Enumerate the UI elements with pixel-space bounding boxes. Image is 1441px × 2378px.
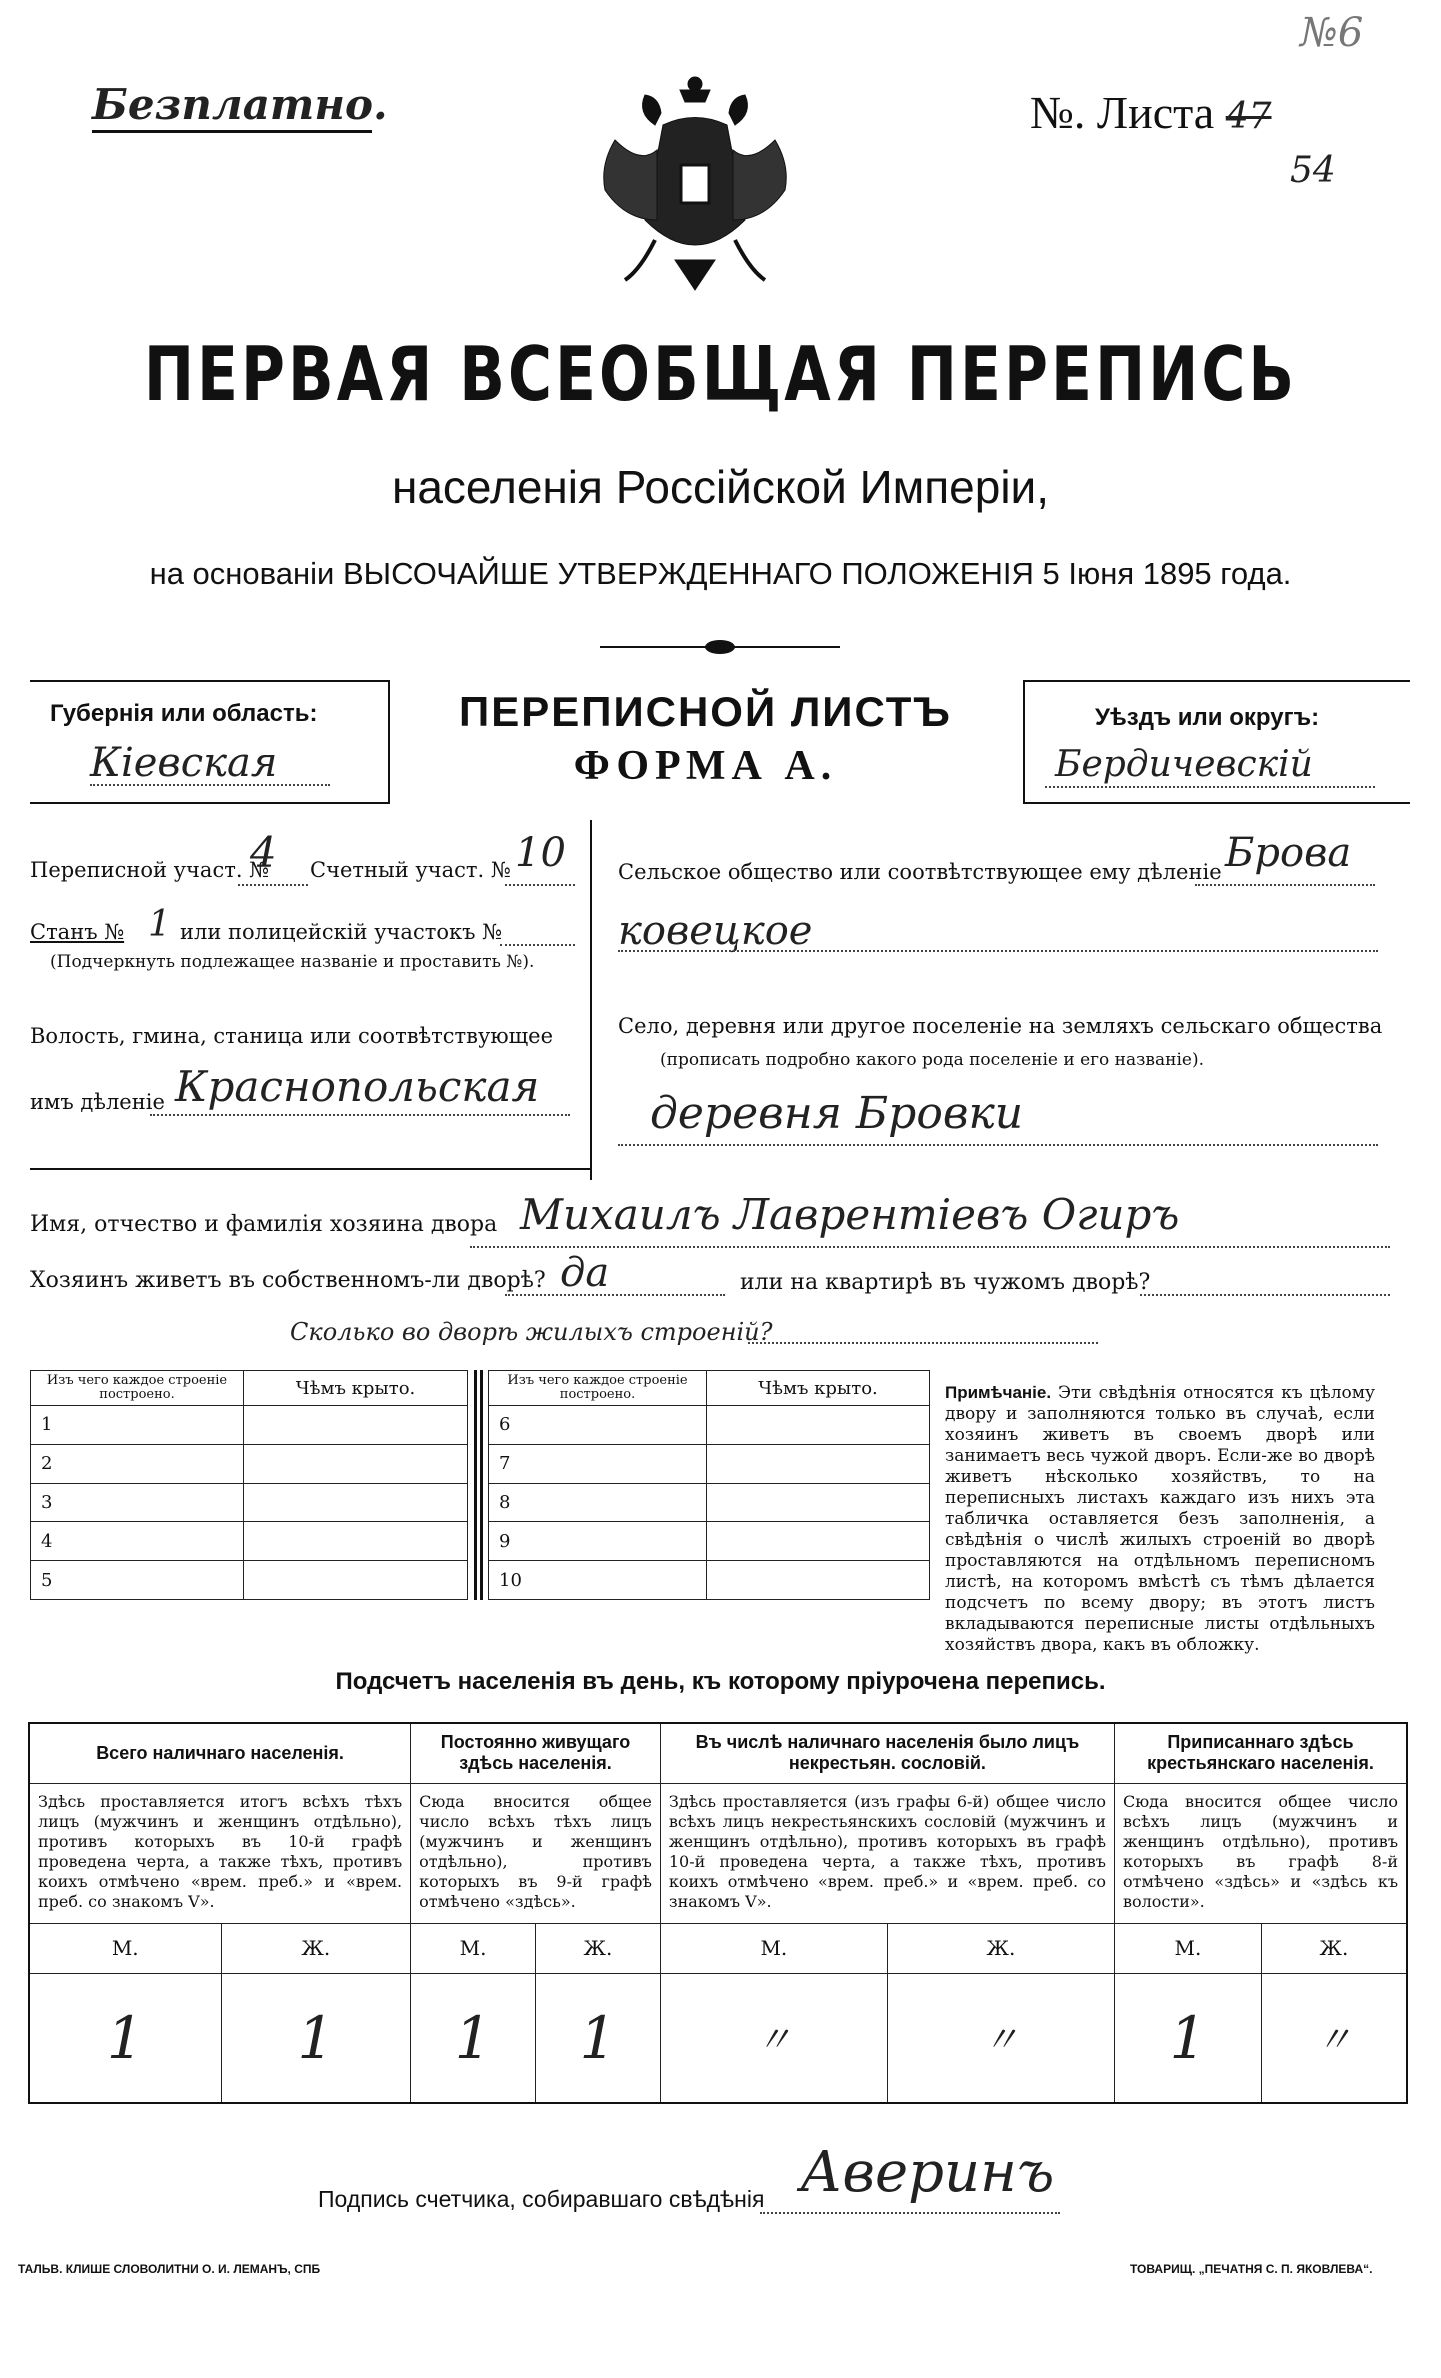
footer-printer-left: ТАЛЬВ. КЛИШЕ СЛОВОЛИТНИ О. И. ЛЕМАНЪ, СПБ <box>18 2262 321 2276</box>
count-value: 1 <box>411 1973 536 2103</box>
count-value: 1 <box>1114 1973 1261 2103</box>
roof-header: Чѣмъ крыто. <box>707 1371 930 1406</box>
building-row-label: 1 <box>31 1406 244 1445</box>
buildings-question: Сколько во дворѣ жилыхъ строеній? <box>290 1318 773 1346</box>
building-row-label: 8 <box>489 1483 707 1522</box>
building-row-label: 7 <box>489 1444 707 1483</box>
note-block <box>945 1382 1375 1656</box>
guberniya-label: Губернія или область: <box>50 700 318 727</box>
village-note: (прописать подробно какого рода поселеніе и его названіе). <box>660 1050 1204 1070</box>
count-col-desc: Здѣсь проставляется (изъ графы 6-й) общее число всѣхъ лицъ некрестьянскихъ сословій (мужчинъ и женщинъ отдѣльно), противъ которыхъ въ графѣ 10-й проведена черта, а также тѣхъ, противъ коихъ отмѣчено «врем. преб.» и «врем. преб. со знакомъ V». <box>660 1783 1114 1923</box>
vertical-divider <box>590 820 592 1180</box>
stan-label: Станъ № <box>30 920 125 944</box>
village-label: Село, деревня или другое поселеніе на земляхъ сельскаго общества <box>618 1014 1383 1038</box>
owner-name-value: Михаилъ Лаврентіевъ Огиръ <box>520 1190 1180 1239</box>
count-title: Подсчетъ населенія въ день, къ которому пріурочена перепись. <box>335 1668 1106 1695</box>
double-headed-eagle-emblem <box>595 70 795 310</box>
count-col-desc: Сюда вносится общее число всѣхъ тѣхъ лицъ (мужчинъ и женщинъ отдѣльно), противъ которыхъ въ 9-й графѣ отмѣчено «здѣсь». <box>411 1783 661 1923</box>
count-value: 1 <box>535 1973 660 2103</box>
note-head: Примѣчаніе. <box>945 1383 1052 1402</box>
page-basis: на основаніи ВЫСОЧАЙШЕ УТВЕРЖДЕННАГО ПОЛОЖЕНІЯ 5 Іюня 1895 года. <box>149 556 1292 591</box>
male-label: М. <box>29 1923 221 1973</box>
sheet-title-box <box>388 680 1023 800</box>
underline-note: (Подчеркнуть подлежащее названіе и проставить №). <box>50 952 535 972</box>
male-label: М. <box>1114 1923 1261 1973</box>
female-label: Ж. <box>1261 1923 1407 1973</box>
footer-printer-right: ТОВАРИЩ. „ПЕЧАТНЯ С. П. ЯКОВЛЕВА“. <box>1130 2262 1373 2276</box>
material-header: Изъ чего каждое строеніе построено. <box>489 1371 707 1406</box>
count-col-head: Всего наличнаго населенія. <box>29 1723 411 1783</box>
ornament-divider <box>600 640 840 654</box>
free-label: Безплатно. <box>92 80 388 129</box>
free-underline <box>92 130 372 133</box>
own-yard-value: да <box>560 1250 610 1296</box>
society-value: Брова <box>1225 830 1352 876</box>
count-value: 1 <box>221 1973 411 2103</box>
corner-mark: №6 <box>1300 10 1364 56</box>
rent-label: или на квартирѣ въ чужомъ дворѣ? <box>740 1270 1151 1295</box>
roof-header: Чѣмъ крыто. <box>244 1371 468 1406</box>
building-row-label: 5 <box>31 1561 244 1600</box>
uchastok-value: 4 <box>250 828 277 877</box>
buildings-table-left <box>30 1370 468 1600</box>
volost-label: Волость, гмина, станица или соотвѣтствующее <box>30 1024 554 1048</box>
count-col-desc: Сюда вносится общее число всѣхъ лицъ (мужчинъ и женщинъ отдѣльно), противъ которыхъ въ графѣ 8-й отмѣчено «здѣсь» и «здѣсь къ волости». <box>1114 1783 1407 1923</box>
count-value: 〃 <box>887 1973 1114 2103</box>
building-row-label: 10 <box>489 1561 707 1600</box>
schetny-value: 10 <box>515 830 566 876</box>
uchastok-label: Переписной участ. № <box>30 858 270 882</box>
uezd-box <box>1023 680 1410 804</box>
sheet-label: №. Листа <box>1030 87 1215 138</box>
village-value: деревня Бровки <box>650 1088 1024 1139</box>
sheet-number <box>1030 86 1272 139</box>
page-title: ПЕРВАЯ ВСЕОБЩАЯ ПЕРЕПИСЬ <box>143 331 1298 419</box>
count-table <box>28 1722 1408 2104</box>
guberniya-box <box>30 680 390 804</box>
society-value-2: ковецкое <box>618 908 813 954</box>
owner-name-label: Имя, отчество и фамилія хозяина двора <box>30 1212 498 1237</box>
male-label: М. <box>411 1923 536 1973</box>
building-row-label: 9 <box>489 1522 707 1561</box>
female-label: Ж. <box>887 1923 1114 1973</box>
signature-value: Аверинъ <box>800 2140 1055 2205</box>
own-yard-label: Хозяинъ живетъ въ собственномъ-ли дворѣ? <box>30 1268 546 1293</box>
stan-value: 1 <box>148 904 171 945</box>
male-label: М. <box>660 1923 887 1973</box>
schetny-label: Счетный участ. № <box>310 858 511 882</box>
volost-label-2: имъ дѣленіе <box>30 1090 165 1114</box>
page-subtitle: населенія Россійской Имперіи, <box>391 461 1050 513</box>
building-row-label: 3 <box>31 1483 244 1522</box>
police-label: или полицейскій участокъ № <box>180 920 503 944</box>
count-col-head: Приписаннаго здѣсь крестьянскаго населенія. <box>1114 1723 1407 1783</box>
building-row-label: 6 <box>489 1406 707 1445</box>
note-text: Эти свѣдѣнія относятся къ цѣлому двору и заполняются только въ случаѣ, если хозяинъ живетъ въ своемъ дворѣ или занимаетъ весь чужой дворъ. Если-же во дворѣ живетъ нѣсколько хозяйствъ, то на переписныхъ листахъ каждаго изъ нихъ эта табличка оставляется безъ заполненія, а свѣдѣнія о числѣ жилыхъ строеній во дворѣ проставляются на отдѣльномъ переписномъ листѣ, на которомъ вмѣстѣ съ тѣмъ дѣлается подсчетъ по всему двору; въ этотъ листъ вкладываются переписные листы отдѣльныхъ хозяйствъ двора, какъ въ обложку. <box>945 1383 1376 1655</box>
female-label: Ж. <box>221 1923 411 1973</box>
sheet-number-corrected: 54 <box>1290 150 1336 191</box>
count-col-desc: Здѣсь проставляется итогъ всѣхъ тѣхъ лицъ (мужчинъ и женщинъ отдѣльно), противъ которыхъ въ 10-й графѣ проведена черта, а также тѣхъ, противъ коихъ отмѣчено «врем. преб.» и «врем. преб. со знакомъ V». <box>29 1783 411 1923</box>
count-value: 〃 <box>660 1973 887 2103</box>
uezd-label: Уѣздъ или округъ: <box>1095 704 1320 731</box>
sheet-title: ПЕРЕПИСНОЙ ЛИСТЪ <box>459 688 952 735</box>
sheet-number-struck: 47 <box>1225 96 1272 137</box>
count-col-head: Въ числѣ наличнаго населенія было лицъ некрестьян. сословій. <box>660 1723 1114 1783</box>
count-value: 1 <box>29 1973 221 2103</box>
uezd-value: Бердичевскій <box>1055 744 1313 785</box>
form-name: ФОРМА А. <box>573 743 838 789</box>
society-label: Сельское общество или соотвѣтствующее ему дѣленіе <box>618 860 1222 884</box>
building-row-label: 4 <box>31 1522 244 1561</box>
building-row-label: 2 <box>31 1444 244 1483</box>
count-value: 〃 <box>1261 1973 1407 2103</box>
guberniya-value: Кіевская <box>90 740 278 786</box>
signature-label: Подпись счетчика, собиравшаго свѣдѣнія <box>318 2186 765 2212</box>
female-label: Ж. <box>535 1923 660 1973</box>
buildings-table-right <box>488 1370 930 1600</box>
count-col-head: Постоянно живущаго здѣсь населенія. <box>411 1723 661 1783</box>
volost-value: Краснопольская <box>175 1062 540 1111</box>
material-header: Изъ чего каждое строеніе построено. <box>31 1371 244 1406</box>
